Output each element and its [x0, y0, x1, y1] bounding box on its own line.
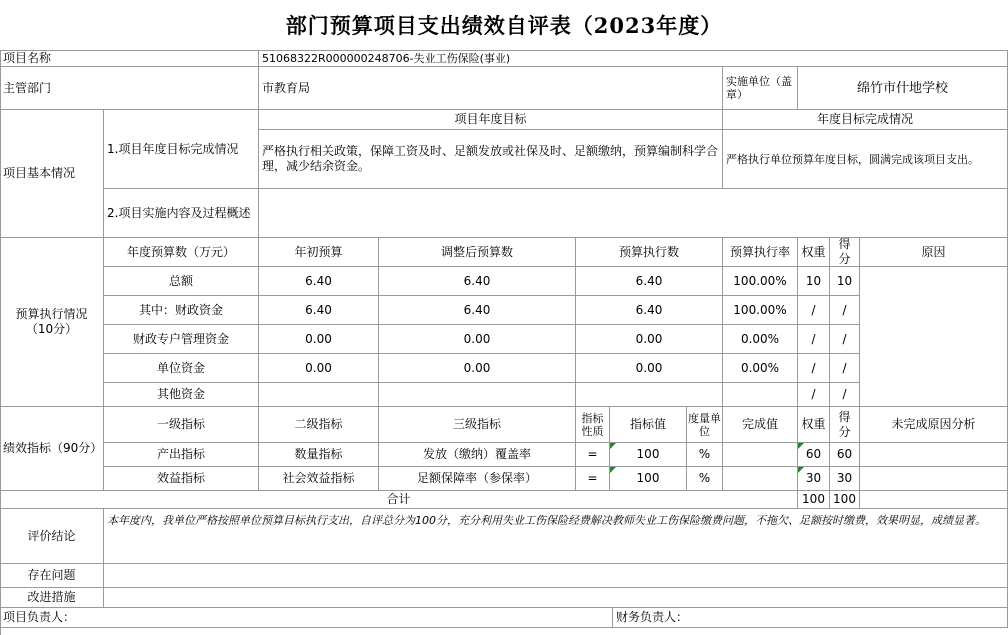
total-score: 100 [830, 491, 860, 509]
ind-header-l1: 一级指标 [104, 407, 259, 443]
budget-row-initial [259, 383, 379, 407]
budget-reason-cell [860, 267, 1008, 407]
budget-header-rate: 预算执行率 [723, 238, 798, 267]
total-blank [860, 491, 1008, 509]
budget-row-score: / [830, 325, 860, 354]
problems-value [104, 564, 1008, 588]
budget-row-score: 10 [830, 267, 860, 296]
label-improvements: 改进措施 [0, 588, 104, 608]
budget-row-label: 其中：财政资金 [104, 296, 259, 325]
budget-row-executed: 0.00 [576, 354, 723, 383]
budget-row-rate: 0.00% [723, 325, 798, 354]
ind-header-nature: 指标性质 [576, 407, 610, 443]
form-title: 部门预算项目支出绩效自评表（2023年度） [0, 0, 1008, 51]
ind-header-score: 得分 [830, 407, 860, 443]
budget-row-adjusted: 0.00 [379, 354, 576, 383]
ind-header-l3: 三级指标 [379, 407, 576, 443]
ind-row-l2: 社会效益指标 [259, 467, 379, 491]
label-goal-completion: 1.项目年度目标完成情况 [104, 110, 259, 189]
ind-row-l2: 数量指标 [259, 443, 379, 467]
ind-row-done [723, 467, 798, 491]
budget-header-weight: 权重 [798, 238, 830, 267]
label-impl-unit: 实施单位（盖章） [723, 67, 798, 110]
budget-row-weight: / [798, 383, 830, 407]
improvements-value [104, 588, 1008, 608]
budget-row-label: 财政专户管理资金 [104, 325, 259, 354]
header-annual-goal: 项目年度目标 [259, 110, 723, 130]
budget-row-rate [723, 383, 798, 407]
impl-content-value [259, 189, 1008, 238]
budget-row-initial: 6.40 [259, 296, 379, 325]
ind-row-value: 100 [610, 467, 687, 491]
label-basic-info: 项目基本情况 [0, 110, 104, 238]
ind-row-analysis [860, 443, 1008, 467]
project-lead-label: 项目负责人： [0, 608, 612, 628]
budget-row-initial: 6.40 [259, 267, 379, 296]
budget-row-executed: 6.40 [576, 267, 723, 296]
goal-status-text: 严格执行单位预算年度目标，圆满完成该项目支出。 [723, 130, 1008, 189]
budget-row-adjusted [379, 383, 576, 407]
budget-row-executed: 0.00 [576, 325, 723, 354]
budget-row-rate: 100.00% [723, 296, 798, 325]
budget-row-rate: 100.00% [723, 267, 798, 296]
label-conclusion: 评价结论 [0, 509, 104, 564]
budget-row-adjusted: 6.40 [379, 296, 576, 325]
ind-row-value: 100 [610, 443, 687, 467]
label-budget-exec: 预算执行情况（10分） [0, 238, 104, 407]
ind-header-done: 完成值 [723, 407, 798, 443]
ind-header-value: 指标值 [610, 407, 687, 443]
budget-header-reason: 原因 [860, 238, 1008, 267]
project-name-value: 51068322R000000248706-失业工伤保险(事业) [259, 50, 1008, 67]
budget-header-executed: 预算执行数 [576, 238, 723, 267]
ind-header-weight: 权重 [798, 407, 830, 443]
label-problems: 存在问题 [0, 564, 104, 588]
ind-row-done [723, 443, 798, 467]
budget-row-weight: / [798, 354, 830, 383]
ind-row-l3: 足额保障率（参保率） [379, 467, 576, 491]
ind-row-l1: 效益指标 [104, 467, 259, 491]
budget-row-weight: / [798, 296, 830, 325]
budget-row-weight: 10 [798, 267, 830, 296]
budget-row-weight: / [798, 325, 830, 354]
label-project-name: 项目名称 [0, 50, 259, 67]
impl-unit-value: 绵竹市什地学校 [798, 67, 1008, 110]
ind-header-l2: 二级指标 [259, 407, 379, 443]
ind-row-score: 30 [830, 467, 860, 491]
label-dept: 主管部门 [0, 67, 259, 110]
budget-row-rate: 0.00% [723, 354, 798, 383]
ind-row-weight: 30 [798, 467, 830, 491]
annual-goal-text: 严格执行相关政策，保障工资及时、足额发放或社保及时、足额缴纳，预算编制科学合理，减少结余资金。 [259, 130, 723, 189]
conclusion-text: 本年度内，我单位严格按照单位预算目标执行支出，自评总分为100分，充分利用失业工伤保险经费解决教师失业工伤保险缴费问题，不拖欠、足额按时缴费，效果明显，成绩显著。 [104, 509, 1008, 564]
ind-row-nature: = [576, 467, 610, 491]
ind-row-analysis [860, 467, 1008, 491]
header-goal-status: 年度目标完成情况 [723, 110, 1008, 130]
budget-header-adjusted: 调整后预算数 [379, 238, 576, 267]
budget-row-adjusted: 0.00 [379, 325, 576, 354]
budget-row-label: 总额 [104, 267, 259, 296]
total-label: 合计 [0, 491, 798, 509]
ind-row-l3: 发放（缴纳）覆盖率 [379, 443, 576, 467]
finance-lead-label: 财务负责人： [612, 608, 1008, 628]
budget-row-initial: 0.00 [259, 325, 379, 354]
ind-row-score: 60 [830, 443, 860, 467]
budget-row-executed [576, 383, 723, 407]
budget-row-label: 单位资金 [104, 354, 259, 383]
label-impl-content: 2.项目实施内容及过程概述 [104, 189, 259, 238]
ind-header-analysis: 未完成原因分析 [860, 407, 1008, 443]
budget-row-label: 其他资金 [104, 383, 259, 407]
budget-row-initial: 0.00 [259, 354, 379, 383]
label-perf-indicators: 绩效指标（90分） [0, 407, 104, 491]
budget-row-executed: 6.40 [576, 296, 723, 325]
budget-row-score: / [830, 296, 860, 325]
total-weight: 100 [798, 491, 830, 509]
budget-header-initial: 年初预算 [259, 238, 379, 267]
ind-row-weight: 60 [798, 443, 830, 467]
budget-row-adjusted: 6.40 [379, 267, 576, 296]
ind-row-unit: % [687, 443, 723, 467]
budget-row-score: / [830, 354, 860, 383]
ind-row-unit: % [687, 467, 723, 491]
budget-row-score: / [830, 383, 860, 407]
budget-header-label: 年度预算数（万元） [104, 238, 259, 267]
budget-header-score: 得分 [830, 238, 860, 267]
ind-header-unit: 度量单位 [687, 407, 723, 443]
ind-row-nature: = [576, 443, 610, 467]
dept-value: 市教育局 [259, 67, 723, 110]
ind-row-l1: 产出指标 [104, 443, 259, 467]
